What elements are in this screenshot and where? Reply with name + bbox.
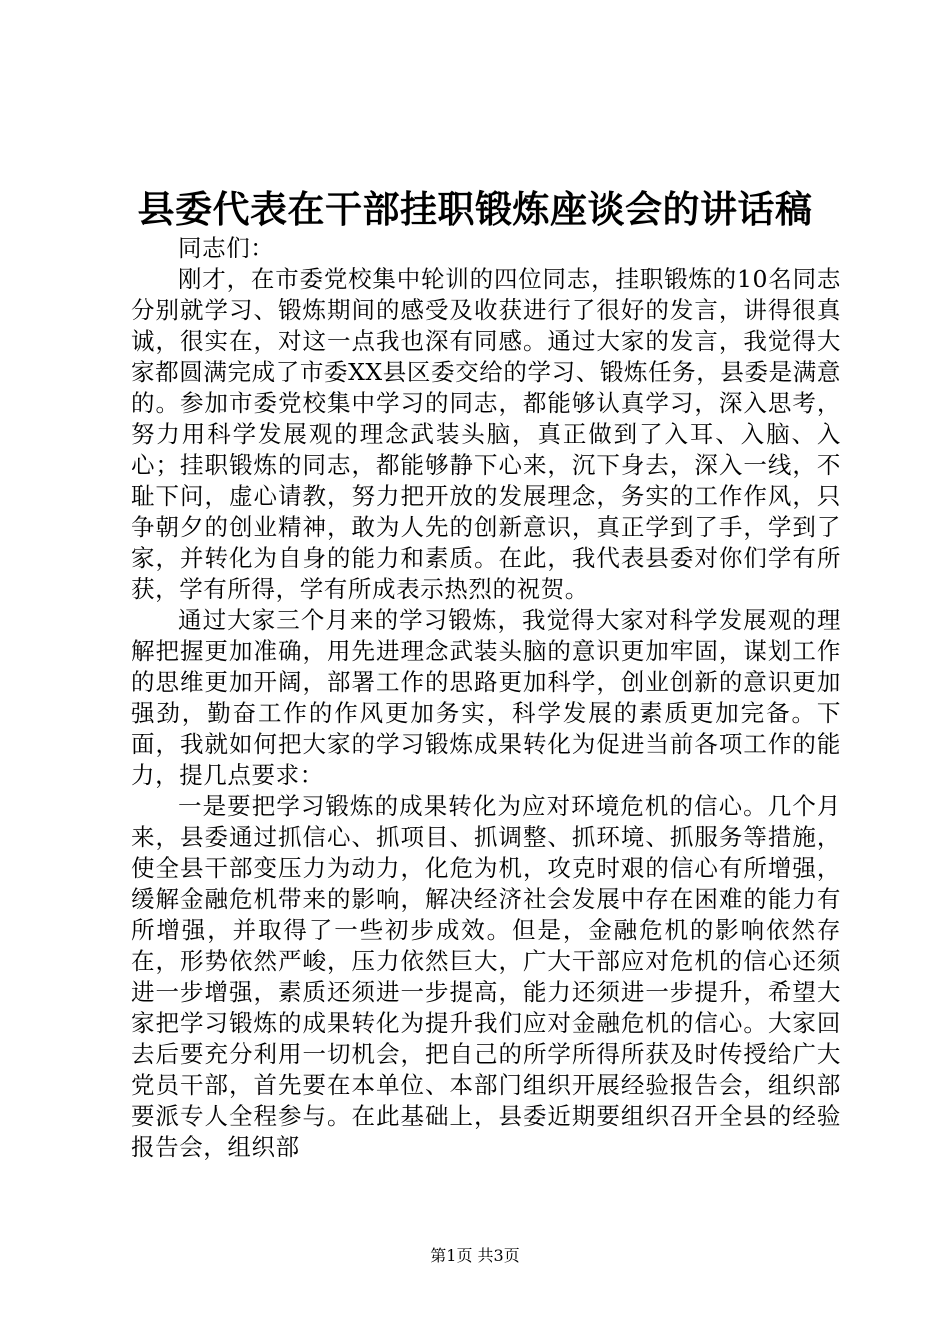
document-body — [131, 233, 841, 1163]
salutation-paragraph: 同志们： — [178, 234, 275, 262]
document-title: 县委代表在干部挂职锻炼座谈会的讲话稿 — [137, 187, 813, 231]
body-paragraph: 刚才，在市委党校集中轮训的四位同志，挂职锻炼的10名同志分别就学习、锻炼期间的感受及收获进行了很好的发言，讲得很真诚，很实在，对这一点我也深有同感。通过大家的发言，我觉得大家都圆满完成了市委XX县区委交给的学习、锻炼任务，县委是满意的。参加市委党校集中学习的同志，都能够认真学习，深入思考，努力用科学发展观的理念武装头脑，真正做到了入耳、入脑、入心；挂职锻炼的同志，都能够静下心来，沉下身去，深入一线，不耻下问，虚心请教，努力把开放的发展理念，务实的工作作风，只争朝夕的创业精神，敢为人先的创新意识，真正学到了手，学到了家，并转化为自身的能力和素质。在此，我代表县委对你们学有所获，学有所得，学有所成表示热烈的祝贺。 — [131, 265, 841, 603]
page-number-footer: 第1页 共3页 — [430, 1246, 520, 1265]
body-paragraph: 通过大家三个月来的学习锻炼，我觉得大家对科学发展观的理解把握更加准确，用先进理念武装头脑的意识更加牢固，谋划工作的思维更加开阔，部署工作的思路更加科学，创业创新的意识更加强劲，勤奋工作的作风更加务实，科学发展的素质更加完备。下面，我就如何把大家的学习锻炼成果转化为促进当前各项工作的能力，提几点要求： — [131, 606, 841, 789]
body-paragraph: 一是要把学习锻炼的成果转化为应对环境危机的信心。几个月来，县委通过抓信心、抓项目、抓调整、抓环境、抓服务等措施，使全县干部变压力为动力，化危为机，攻克时艰的信心有所增强，缓解金融危机带来的影响，解决经济社会发展中存在困难的能力有所增强，并取得了一些初步成效。但是，金融危机的影响依然存在，形势依然严峻，压力依然巨大，广大干部应对危机的信心还须进一步增强，素质还须进一步提高，能力还须进一步提升，希望大家把学习锻炼的成果转化为提升我们应对金融危机的信心。大家回去后要充分利用一切机会，把自己的所学所得所获及时传授给广大党员干部，首先要在本单位、本部门组织开展经验报告会，组织部要派专人全程参与。在此基础上，县委近期要组织召开全县的经验报告会，组织部 — [131, 792, 841, 1161]
